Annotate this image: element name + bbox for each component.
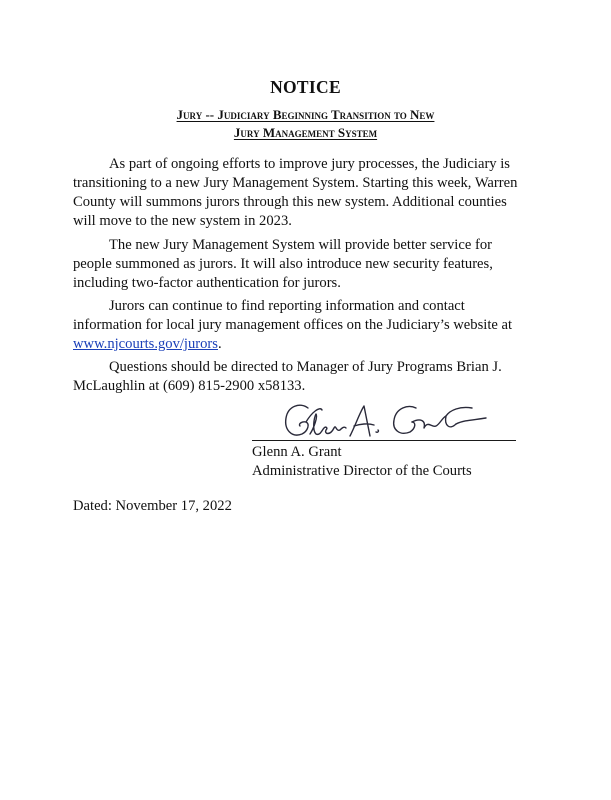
signer-name: Glenn A. Grant: [252, 444, 342, 460]
paragraph-transition: [73, 155, 533, 231]
paragraph-reporting-period: .: [217, 336, 222, 352]
paragraph-reporting-info: [73, 297, 533, 354]
notice-subtitle-line-1: Jury -- Judiciary Beginning Transition to New: [176, 107, 435, 122]
paragraph-service: [73, 236, 533, 293]
paragraph-questions: [73, 358, 533, 396]
signature-line: [252, 440, 516, 441]
dated-line: Dated: November 17, 2022: [73, 498, 232, 514]
handwritten-signature: [250, 398, 520, 443]
paragraph-questions-text: Questions should be directed to Manager of Jury Programs Brian J. McLaughlin at (609) 815-2900 x58133.: [73, 359, 502, 394]
notice-subtitle-line-2: Jury Management System: [233, 125, 378, 140]
paragraph-reporting-text: Jurors can continue to find reporting information and contact information for local jury management offices on the Judiciary’s website at: [73, 298, 513, 333]
notice-title: NOTICE: [270, 77, 341, 97]
paragraph-service-text: The new Jury Management System will provide better service for people summoned as jurors. It will also introduce new security features, including two-factor authentication for jurors.: [73, 237, 493, 291]
paragraph-transition-text: As part of ongoing efforts to improve jury processes, the Judiciary is transitioning to a new Jury Management System. Starting this week, Warren County will summons jurors through this new system. Additional counties will move to the new system in 2023.: [73, 156, 518, 229]
jurors-website-link[interactable]: www.njcourts.gov/jurors: [73, 336, 218, 352]
notice-subtitle: [0, 106, 611, 142]
signer-title: Administrative Director of the Courts: [252, 463, 472, 479]
